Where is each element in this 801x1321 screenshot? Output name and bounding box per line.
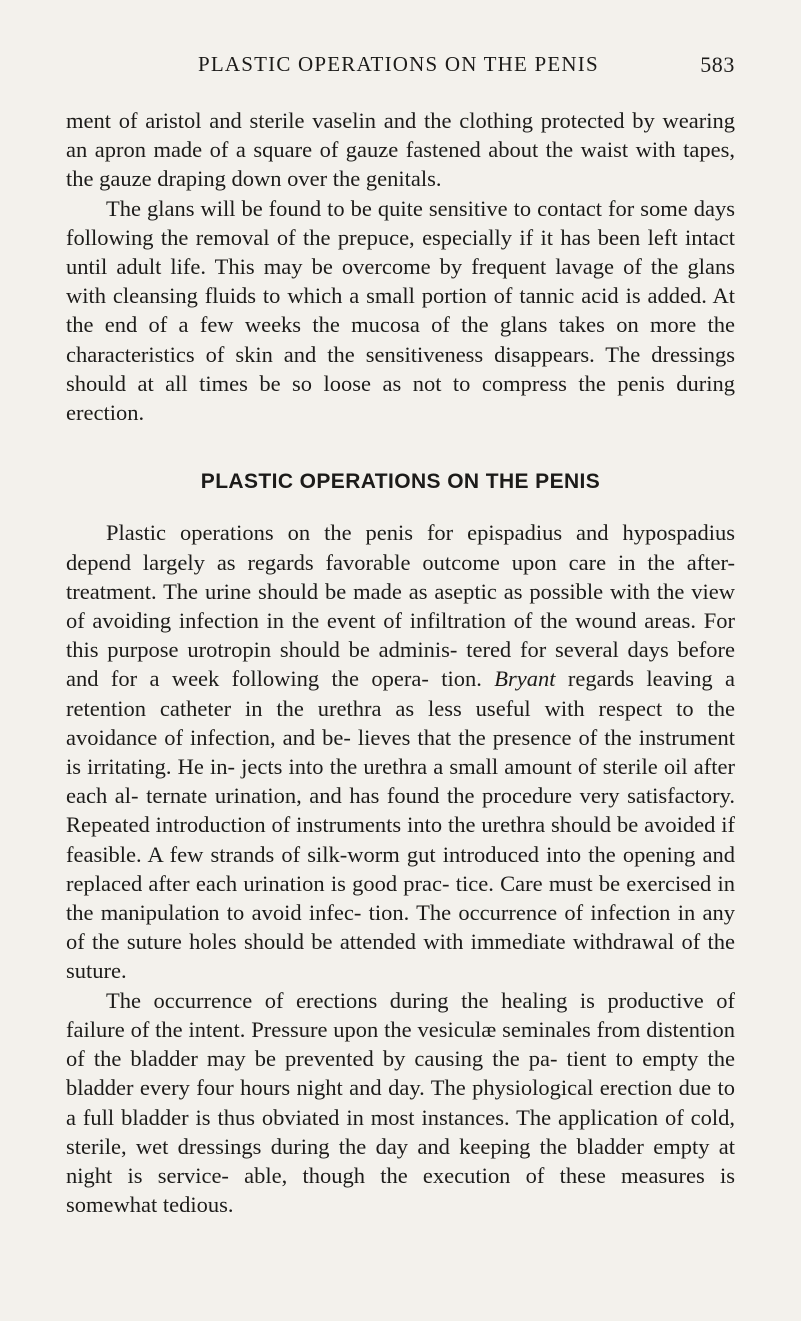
paragraph-glans-sensitivity: The glans will be found to be quite sensitive to contact for some days following the removal of the prepuce, especially if it has been left intact until adult life. This may be overcome by frequent lavage of the glans with cleansing fluids to which a small portion of tannic acid is added. At the end of a few weeks the mucosa of the glans takes on more the characteristics of skin and the sensitiveness disappears. The dressings should at all times be so loose as not to compress the penis during erection. [66,195,735,426]
author-name: Bryant [494,666,556,692]
paragraph-erections: The occurrence of erections during the healing is productive of failure of the intent. Pressure upon the vesiculæ seminales from distention of the bladder may be prevented by causing the pa- tient to empty the bladder every four hours night and day. The physiological erection due to a full bladder is thus obviated in most instances. The application of cold, sterile, wet dressings during the day and keeping the bladder empty at night is service- able, though the execution of these measures is somewhat tedious. [66,987,735,1218]
body-text [66,106,735,1219]
page-number: 583 [700,52,735,77]
paragraph-continuation: ment of aristol and sterile vaselin and the clothing protected by wearing an apron made of a square of gauze fastened about the waist with tapes, the gauze draping down over the genitals. [66,108,735,192]
section-heading: PLASTIC OPERATIONS ON THE PENIS [200,470,601,494]
running-head [66,52,735,88]
running-title: PLASTIC OPERATIONS ON THE PENIS [198,52,599,76]
paragraph-text-part1: Plastic operations on the penis for epispadius and hypospadius depend largely as regards favorable outcome upon care in the after-treatment. The urine should be made as aseptic as possible with the view of avoiding infection in the event of infiltration of the wound areas. For this purpose urotropin should be adminis- tered for several days before and for a week following the opera- tion. [66,520,735,692]
paragraph-plastic-operations [66,518,735,985]
paragraph-text-part2: regards leaving a retention catheter in the urethra as less useful with respect to the avoidance of infection, and be- lieves that the presence of the instrument is irritating. He in- jects into the urethra a small amount of sterile oil after each al- ternate urination, and has found the procedure very satisfactory. Repeated introduction of instruments into the urethra should be avoided if feasible. A few strands of silk-worm gut introduced into the opening and replaced after each urination is good prac- tice. Care must be exercised in the manipulation to avoid infec- tion. The occurrence of infection in any of the suture holes should be attended with immediate withdrawal of the suture. [66,666,736,984]
